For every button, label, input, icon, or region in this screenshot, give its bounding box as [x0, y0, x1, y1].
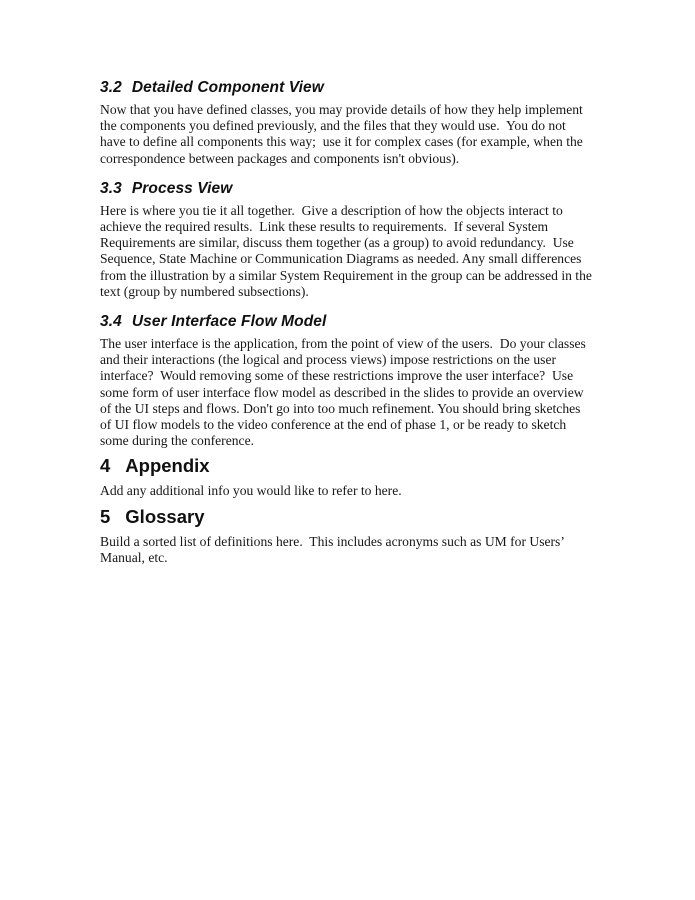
section-body: Now that you have defined classes, you may provide details of how they help implement the components you defined previously, and the files that they would use. You do not have to define all components this way; use it for complex cases (for example, when the correspondence between packages and components isn't obvious). [100, 102, 587, 166]
section-body: Add any additional info you would like to refer to here. [100, 483, 402, 499]
section-title: User Interface Flow Model [131, 313, 327, 331]
section-3-3-process-view [100, 179, 596, 300]
section-title: Detailed Component View [131, 79, 324, 96]
section-title: Process View [131, 179, 233, 197]
section-number: 3.4 [100, 313, 122, 331]
section-body: The user interface is the application, from the point of view of the users. Do your classes and their interactions (the logical and process views) impose restrictions on the user interface? Would removing some of these restrictions improve the user interface? Use some form of user interface flow model as described in the slides to provide an overview of the UI steps and flows. Don't go into too much refinement. You should bring sketches of UI flow models to the video conference at the end of phase 1, or be ready to sketch some during the conference. [100, 336, 590, 449]
section-number: 5 [100, 505, 111, 527]
section-number: 3.2 [100, 79, 122, 96]
section-body: Here is where you tie it all together. Give a description of how the objects interact to achieve the required results. Link these results to requirements. If several System Requirements are similar, discuss them together (as a group) to avoid redundancy. Use Sequence, State Machine or Communication Diagrams as needed. Any small differences from the illustration by a similar System Requirement in the group can be addressed in the text (group by numbered subsections). [100, 202, 596, 299]
section-heading [100, 313, 592, 330]
section-heading [100, 455, 592, 477]
section-heading [100, 180, 592, 197]
section-heading [100, 506, 592, 528]
section-5-glossary [100, 506, 592, 566]
section-number: 3.3 [100, 179, 122, 197]
section-body: Build a sorted list of definitions here. This includes acronyms such as UM for Users’ Manual, etc. [100, 533, 568, 565]
section-title: Glossary [125, 505, 205, 527]
section-number: 4 [100, 455, 111, 477]
section-3-2-detailed-component-view [100, 79, 592, 167]
section-4-appendix [100, 455, 592, 499]
section-title: Appendix [125, 455, 210, 477]
section-3-4-user-interface-flow-model [100, 313, 592, 449]
section-heading [100, 79, 592, 96]
